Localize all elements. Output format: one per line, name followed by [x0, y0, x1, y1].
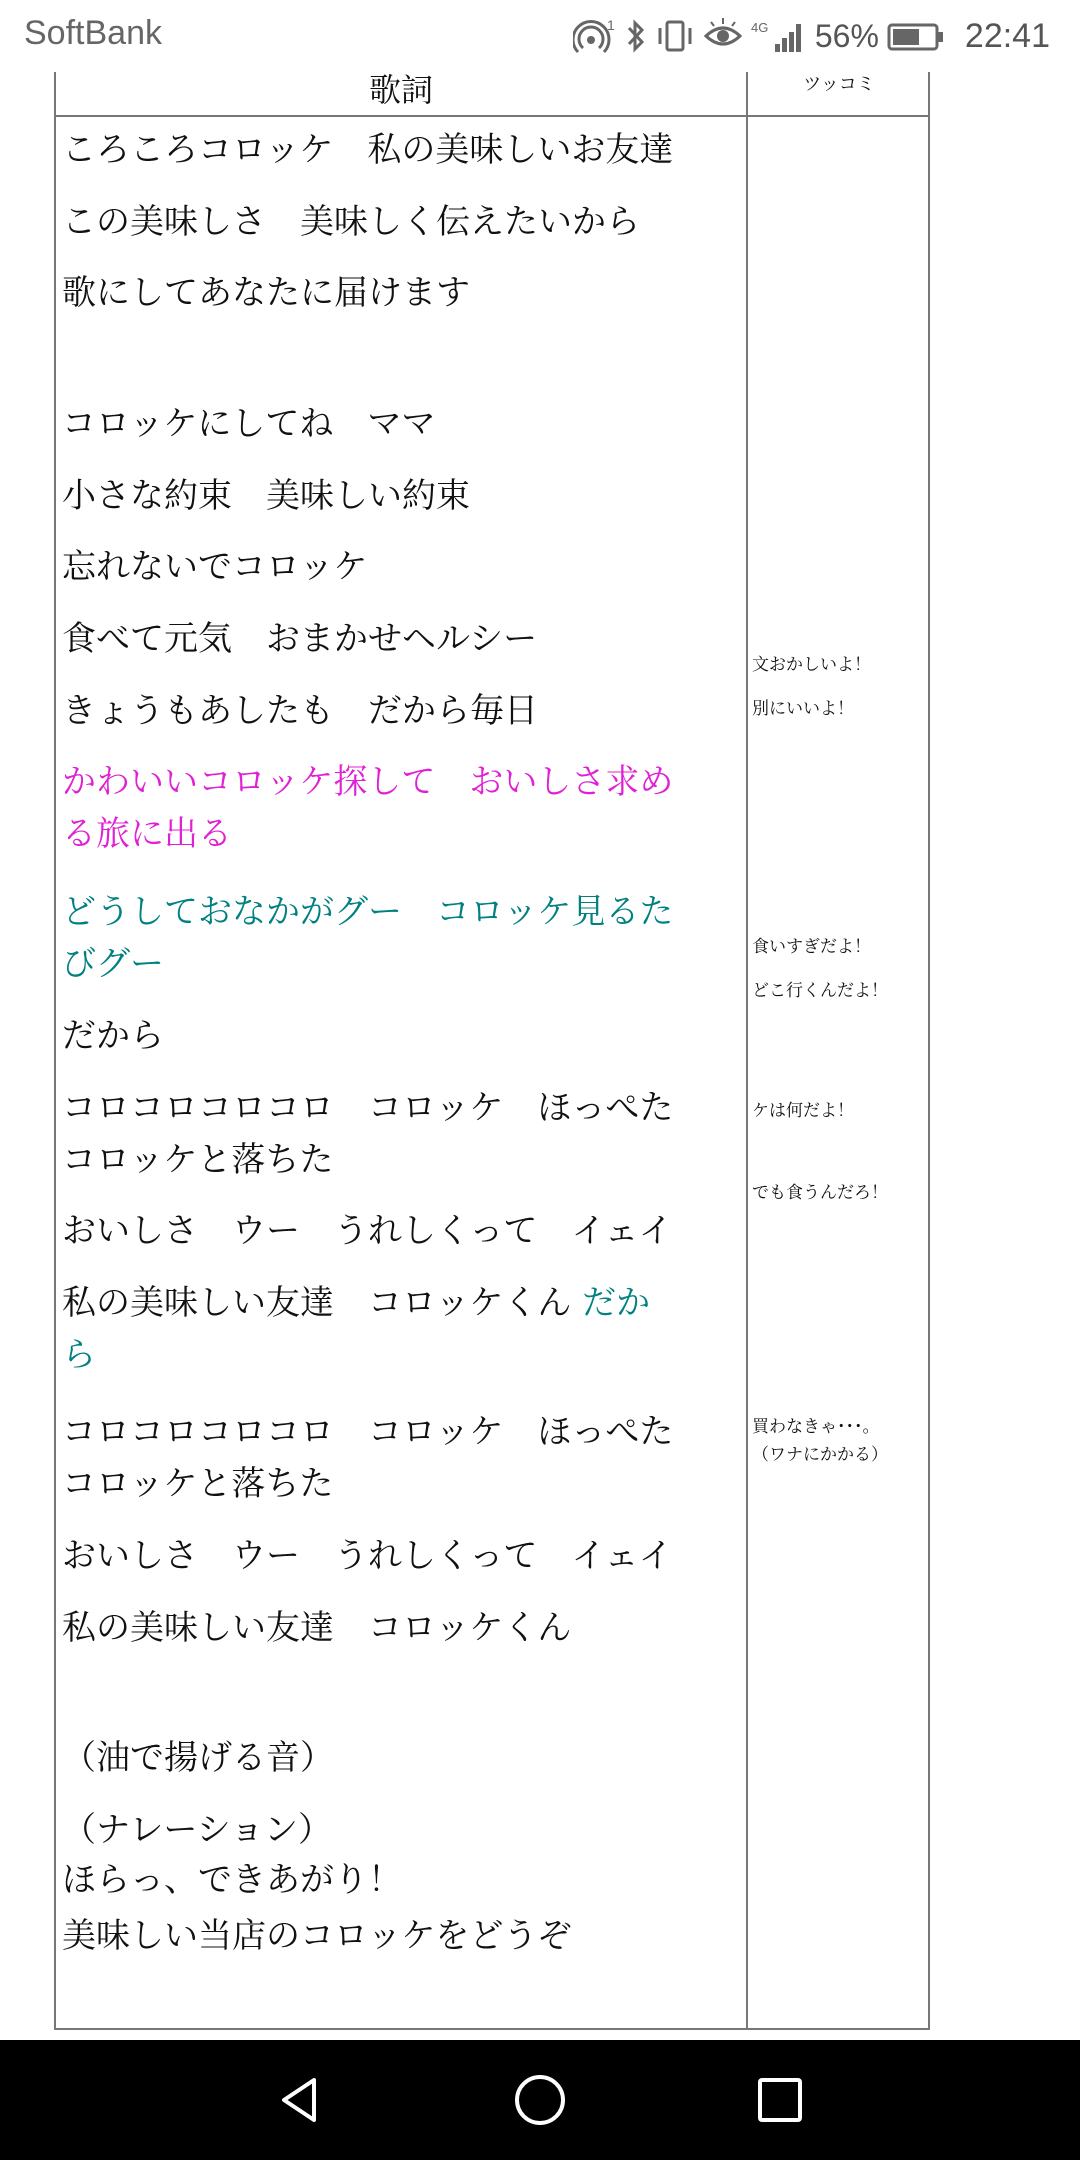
back-button[interactable] — [270, 2070, 330, 2130]
lyric-line: る旅に出る — [62, 814, 232, 854]
lyric-line: だから — [62, 1016, 164, 1056]
home-button[interactable] — [510, 2070, 570, 2130]
navigation-bar — [0, 2040, 1080, 2160]
hotspot-badge: 1 — [606, 17, 615, 33]
tsukkomi-note: （ワナにかかる） — [752, 1445, 888, 1465]
bluetooth-icon — [625, 16, 647, 56]
tsukkomi-note: ケは何だよ！ — [752, 1101, 854, 1121]
tsukkomi-note: 食いすぎだよ！ — [752, 937, 871, 957]
lyric-line: どうしておなかがグー コロッケ見るた — [62, 892, 674, 932]
lyric-line: 美味しい当店のコロッケをどうぞ — [62, 1916, 572, 1956]
status-icons — [573, 12, 1050, 60]
lyric-line: ら — [62, 1335, 96, 1375]
lyric-line: かわいいコロッケ探して おいしさ求め — [62, 762, 674, 802]
lyric-line: おいしさ ウー うれしくって イェイ — [62, 1536, 673, 1576]
hotspot-icon — [573, 16, 617, 56]
home-icon — [512, 2072, 568, 2128]
lyric-line: コロコロコロコロ コロッケ ほっぺた — [62, 1412, 674, 1452]
clock: 22:41 — [964, 16, 1050, 55]
back-icon — [274, 2074, 326, 2126]
header-tsukkomi: ツッコミ — [803, 74, 875, 95]
lyric-line: 歌にしてあなたに届けます — [62, 273, 470, 313]
lyrics-table — [54, 72, 930, 2030]
column-divider — [746, 72, 748, 2028]
tsukkomi-note: どこ行くんだよ！ — [752, 981, 888, 1001]
lyric-line: コロッケと落ちた — [62, 1464, 334, 1504]
tsukkomi-note: 買わなきゃ･･･。 — [752, 1417, 880, 1437]
carrier-name: SoftBank — [24, 14, 162, 52]
tsukkomi-note: でも食うんだろ！ — [752, 1183, 888, 1203]
lyric-line: コロッケと落ちた — [62, 1140, 334, 1180]
lyric-line: 食べて元気 おまかせヘルシー — [62, 619, 538, 659]
recents-button[interactable] — [750, 2070, 810, 2130]
recents-icon — [754, 2074, 806, 2126]
lyric-line: この美味しさ 美味しく伝えたいから — [62, 202, 640, 242]
battery-icon — [887, 16, 945, 56]
lyric-segment-teal: だか — [582, 1283, 651, 1323]
status-bar — [0, 0, 1080, 72]
lyric-line: ほらっ、できあがり！ — [62, 1860, 402, 1900]
lyric-line — [62, 1277, 742, 1329]
header-lyrics: 歌詞 — [368, 71, 433, 109]
header-rule — [56, 115, 928, 117]
vibrate-icon — [655, 16, 695, 56]
battery-percent: 56% — [814, 17, 879, 54]
lyric-line: （油で揚げる音） — [62, 1738, 334, 1778]
lyric-line: コロッケにしてね ママ — [62, 404, 436, 444]
eye-comfort-icon — [703, 16, 743, 56]
tsukkomi-note: 文おかしいよ！ — [752, 655, 871, 675]
lyric-segment: 私の美味しい友達 コロッケくん — [62, 1283, 572, 1323]
lyric-line: （ナレーション） — [62, 1810, 332, 1850]
lyric-line: びグー — [62, 944, 164, 984]
lyric-line: 小さな約束 美味しい約束 — [62, 476, 470, 516]
lyric-line: きょうもあしたも だから毎日 — [62, 691, 538, 731]
lyric-line: おいしさ ウー うれしくって イェイ — [62, 1211, 673, 1251]
lyric-line: コロコロコロコロ コロッケ ほっぺた — [62, 1088, 674, 1128]
tsukkomi-note: 別にいいよ！ — [752, 699, 854, 719]
network-type: 4G — [750, 20, 769, 35]
signal-icon — [751, 16, 807, 56]
lyric-line: 忘れないでコロッケ — [62, 547, 368, 587]
lyric-line: 私の美味しい友達 コロッケくん — [62, 1608, 572, 1648]
lyric-line: ころころコロッケ 私の美味しいお友達 — [62, 130, 674, 170]
